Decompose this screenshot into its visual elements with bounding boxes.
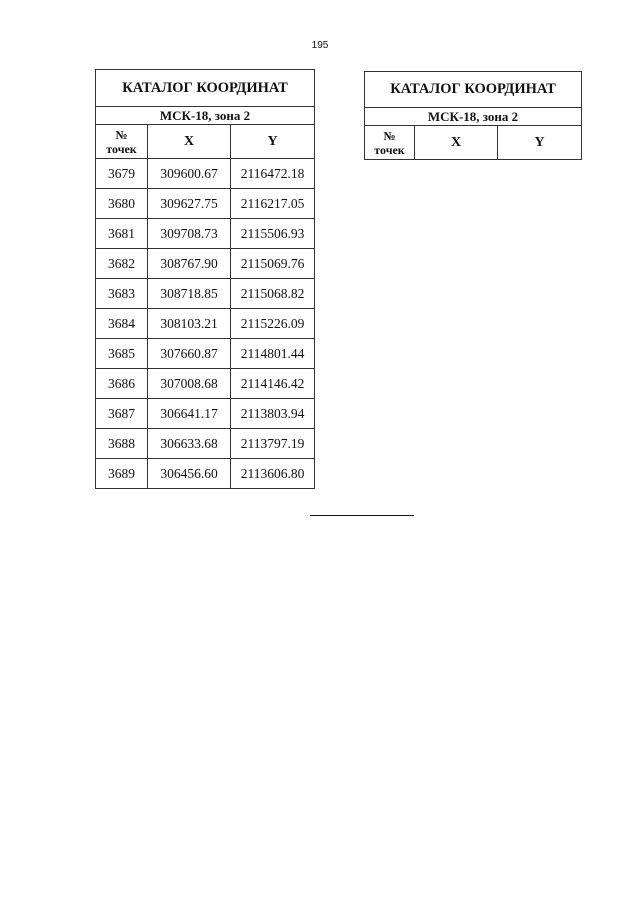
catalog-title: КАТАЛОГ КООРДИНАТ — [96, 70, 315, 107]
cell-y: 2113606.80 — [231, 459, 315, 489]
table-row — [96, 339, 315, 369]
cell-point-number: 3681 — [96, 219, 148, 249]
cell-point-number: 3680 — [96, 189, 148, 219]
column-header-x: X — [415, 126, 498, 160]
cell-x: 306456.60 — [148, 459, 231, 489]
table-row — [96, 309, 315, 339]
cell-y: 2116472.18 — [231, 159, 315, 189]
end-rule-divider — [310, 515, 414, 516]
cell-x: 309708.73 — [148, 219, 231, 249]
column-header-point-number: № точек — [365, 126, 415, 160]
catalog-title: КАТАЛОГ КООРДИНАТ — [365, 72, 582, 108]
cell-y: 2115069.76 — [231, 249, 315, 279]
cell-y: 2114146.42 — [231, 369, 315, 399]
cell-point-number: 3688 — [96, 429, 148, 459]
coordinate-catalog-table-left — [95, 69, 315, 489]
cell-point-number: 3686 — [96, 369, 148, 399]
cell-point-number: 3684 — [96, 309, 148, 339]
cell-y: 2114801.44 — [231, 339, 315, 369]
cell-point-number: 3682 — [96, 249, 148, 279]
cell-point-number: 3689 — [96, 459, 148, 489]
cell-x: 308103.21 — [148, 309, 231, 339]
cell-x: 309600.67 — [148, 159, 231, 189]
cell-y: 2116217.05 — [231, 189, 315, 219]
cell-y: 2113803.94 — [231, 399, 315, 429]
cell-x: 307008.68 — [148, 369, 231, 399]
cell-y: 2115068.82 — [231, 279, 315, 309]
table-row — [96, 189, 315, 219]
cell-x: 306633.68 — [148, 429, 231, 459]
column-header-y: Y — [498, 126, 582, 160]
cell-y: 2115506.93 — [231, 219, 315, 249]
page-number: 195 — [311, 40, 329, 51]
cell-x: 306641.17 — [148, 399, 231, 429]
table-row — [96, 249, 315, 279]
table-row — [96, 399, 315, 429]
table-row — [96, 429, 315, 459]
cell-point-number: 3679 — [96, 159, 148, 189]
column-header-x: X — [148, 125, 231, 159]
cell-point-number: 3685 — [96, 339, 148, 369]
coordinate-catalog-table-right — [364, 71, 582, 160]
table-row — [96, 159, 315, 189]
catalog-subtitle: МСК-18, зона 2 — [96, 107, 315, 125]
cell-point-number: 3687 — [96, 399, 148, 429]
catalog-subtitle: МСК-18, зона 2 — [365, 108, 582, 126]
column-header-y: Y — [231, 125, 315, 159]
cell-point-number: 3683 — [96, 279, 148, 309]
table-row — [96, 459, 315, 489]
cell-y: 2115226.09 — [231, 309, 315, 339]
table-row — [96, 219, 315, 249]
cell-y: 2113797.19 — [231, 429, 315, 459]
cell-x: 309627.75 — [148, 189, 231, 219]
table-row — [96, 369, 315, 399]
cell-x: 308718.85 — [148, 279, 231, 309]
column-header-point-number: № точек — [96, 125, 148, 159]
table-row — [96, 279, 315, 309]
cell-x: 308767.90 — [148, 249, 231, 279]
cell-x: 307660.87 — [148, 339, 231, 369]
